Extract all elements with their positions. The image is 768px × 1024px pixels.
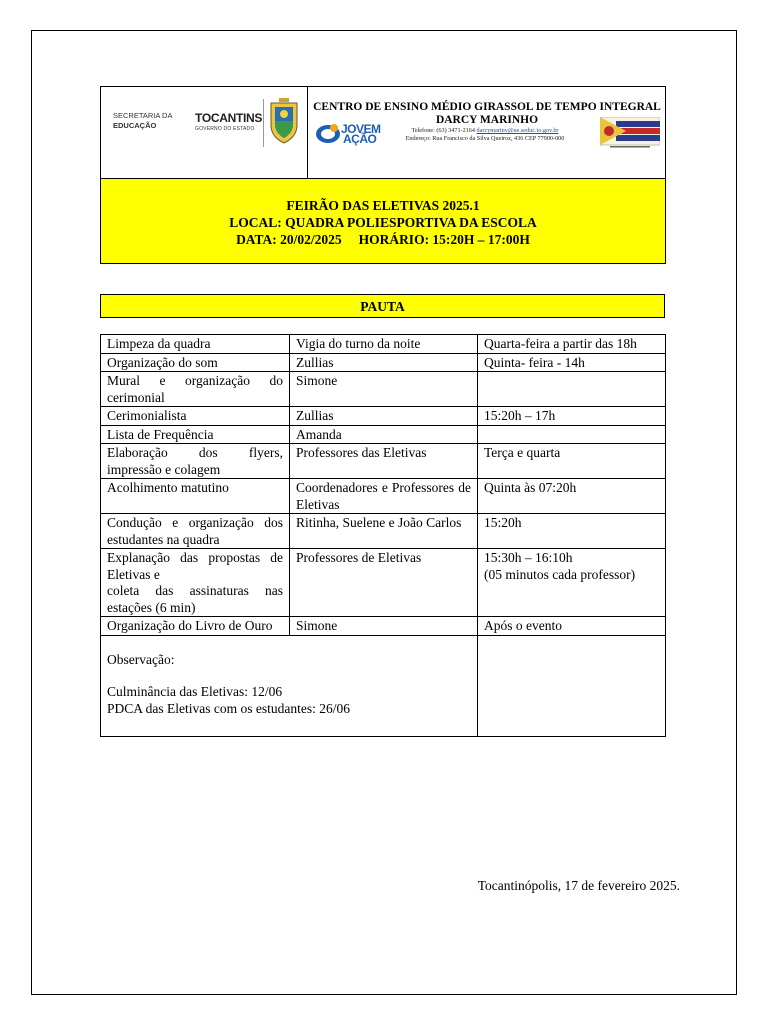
observation-pdca: PDCA das Eletivas com os estudantes: 26/06 (107, 700, 350, 716)
jovem-acao-emblem-icon (315, 120, 341, 146)
table-row (101, 617, 666, 636)
state-name: TOCANTINS (195, 111, 263, 125)
coat-of-arms-icon (267, 97, 301, 147)
observations-label: Observação: (107, 651, 175, 667)
table-row (101, 425, 666, 444)
footer-date: Tocantinópolis, 17 de fevereiro 2025. (477, 878, 680, 893)
task-cell-part2: coleta das assinaturas nas estações (6 min) (107, 583, 283, 615)
school-email-link[interactable]: darcymarinv@ue.seduc.to.gov.br (476, 127, 559, 134)
observations-empty-cell (478, 635, 666, 736)
task-cell: Mural e organização do cerimonial (101, 372, 290, 407)
table-row (101, 514, 666, 549)
when-cell: Quarta-feira a partir das 18h (478, 335, 666, 354)
header-logos-area (101, 87, 665, 179)
state-sub: GOVERNO DO ESTADO (195, 126, 255, 132)
school-flag-icon (600, 117, 660, 149)
task-cell: Acolhimento matutino (101, 479, 290, 514)
logo-separator (263, 99, 264, 147)
task-cell: Condução e organização dos estudantes na quadra (101, 514, 290, 549)
header-divider (307, 87, 308, 179)
table-row (101, 549, 666, 617)
event-banner (101, 179, 665, 263)
when-cell: 15:20h – 17h (478, 407, 666, 426)
when-cell (478, 372, 666, 407)
responsible-cell: Zullias (290, 407, 478, 426)
task-cell-part1: Explanação das propostas de Eletivas e (107, 550, 283, 582)
document-header (100, 86, 666, 264)
school-contact (373, 127, 597, 143)
when-cell: Quinta- feira - 14h (478, 353, 666, 372)
task-cell: Elaboração dos flyers, impressão e colagem (101, 444, 290, 479)
event-date: DATA: 20/02/2025 (236, 232, 342, 247)
event-location: LOCAL: QUADRA POLIESPORTIVA DA ESCOLA (229, 215, 537, 230)
schedule-table (100, 334, 666, 737)
school-name-line2: DARCY MARINHO (435, 114, 539, 126)
when-cell: Quinta às 07:20h (478, 479, 666, 514)
responsible-cell: Zullias (290, 353, 478, 372)
responsible-cell: Amanda (290, 425, 478, 444)
when-cell: Terça e quarta (478, 444, 666, 479)
responsible-cell: Professores das Eletivas (290, 444, 478, 479)
responsible-cell: Simone (290, 372, 478, 407)
school-phone: Telefone: (63) 3471-2164 (411, 127, 475, 134)
task-cell: Organização do Livro de Ouro (101, 617, 290, 636)
responsible-cell: Coordenadores e Professores de Eletivas (290, 479, 478, 514)
jovem-acao-logo (315, 120, 381, 146)
table-row (101, 335, 666, 354)
when-cell: 15:20h (478, 514, 666, 549)
task-cell: Lista de Frequência (101, 425, 290, 444)
when-cell-line2: (05 minutos cada professor) (484, 566, 636, 582)
table-row (101, 407, 666, 426)
task-cell (101, 549, 290, 617)
responsible-cell: Vigia do turno da noite (290, 335, 478, 354)
event-datetime (101, 231, 665, 248)
jovem-logo-line2: AÇÃO (343, 132, 377, 146)
secretaria-logo (113, 111, 183, 131)
secretaria-line1: SECRETARIA DA (113, 111, 173, 120)
secretaria-line2: EDUCAÇÃO (113, 121, 157, 130)
task-cell: Cerimonialista (101, 407, 290, 426)
when-cell-line1: 15:30h – 16:10h (484, 550, 573, 565)
task-cell: Limpeza da quadra (101, 335, 290, 354)
responsible-cell: Professores de Eletivas (290, 549, 478, 617)
event-time: HORÁRIO: 15:20H – 17:00H (358, 232, 530, 247)
school-name-line1: CENTRO DE ENSINO MÉDIO GIRASSOL DE TEMPO INTEGRAL (313, 101, 661, 113)
observations-row (101, 635, 666, 736)
when-cell (478, 425, 666, 444)
tocantins-logo (195, 111, 265, 132)
task-cell: Organização do som (101, 353, 290, 372)
table-row (101, 372, 666, 407)
responsible-cell: Ritinha, Suelene e João Carlos (290, 514, 478, 549)
when-cell: Após o evento (478, 617, 666, 636)
when-cell (478, 549, 666, 617)
observation-culminancia: Culminância das Eletivas: 12/06 (107, 684, 283, 699)
observations-cell (101, 635, 478, 736)
event-title: FEIRÃO DAS ELETIVAS 2025.1 (286, 198, 480, 213)
jovem-logo-line1: JOVEM (341, 122, 381, 136)
responsible-cell: Simone (290, 617, 478, 636)
table-row (101, 479, 666, 514)
school-address: Endereço: Rua Francisco da Silva Queiroz, 436 CEP 77900-000 (405, 135, 565, 142)
table-row (101, 353, 666, 372)
table-row (101, 444, 666, 479)
pauta-title: PAUTA (100, 294, 665, 318)
